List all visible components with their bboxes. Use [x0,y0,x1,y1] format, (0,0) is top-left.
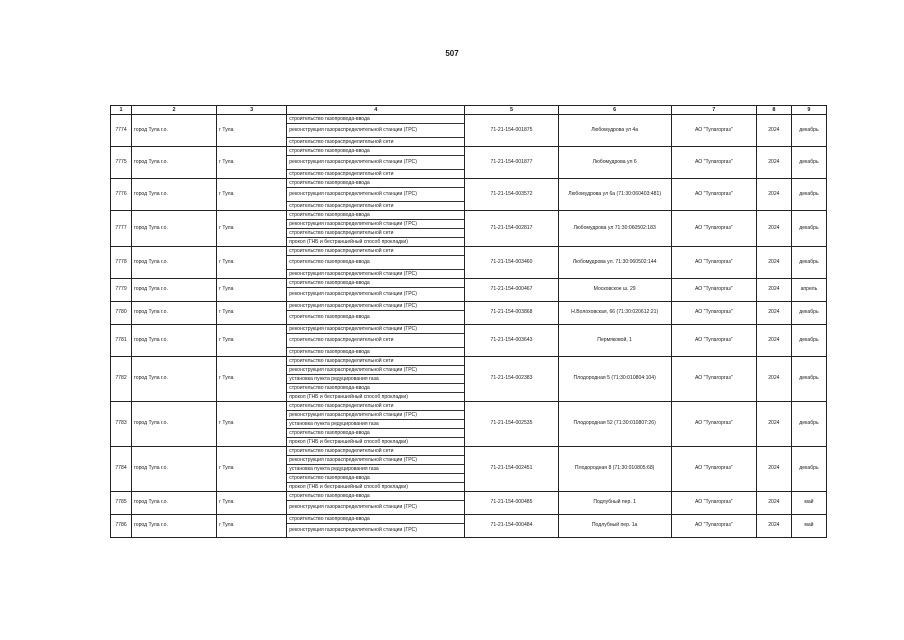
works-cell [287,211,465,247]
locality-cell: г Тула [217,402,287,447]
address-cell: Любомудрова ул 6 [558,147,671,179]
table-row [111,115,827,147]
organization-cell: АО "Тулагоргаз" [671,447,756,492]
work-item: строительство газопровода-ввода [287,179,464,188]
year-cell: 2024 [756,402,791,447]
row-number: 7775 [111,147,132,179]
organization-cell: АО "Тулагоргаз" [671,325,756,357]
object-code-cell: 71-21-154-000484 [465,515,558,538]
page-number: 507 [445,49,459,58]
object-code-cell: 71-21-154-003868 [465,302,558,325]
locality-cell: г Тула [217,325,287,357]
work-item: строительство газопровода-ввода [287,256,464,270]
month-cell: декабрь [791,115,826,147]
month-cell: апрель [791,279,826,302]
month-cell: декабрь [791,447,826,492]
organization-cell: АО "Тулагоргаз" [671,147,756,179]
work-item: строительство газораспределительной сети [287,334,464,348]
work-item: реконструкция газораспределительной станции (ГРС) [289,527,417,533]
organization-cell: АО "Тулагоргаз" [671,279,756,302]
year-cell: 2024 [756,357,791,402]
works-cell [287,515,465,538]
organization-cell: АО "Тулагоргаз" [671,115,756,147]
year-cell: 2024 [756,247,791,279]
work-item: реконструкция газораспределительной станции (ГРС) [287,325,464,334]
work-item: установка пункта редуцирования газа [287,375,464,384]
month-cell: декабрь [791,211,826,247]
address-cell: Пермяковой, 1 [558,325,671,357]
municipality-cell: город Тула г.о. [132,492,217,515]
year-cell: 2024 [756,147,791,179]
works-cell [287,402,465,447]
locality-cell: г Тула [217,447,287,492]
row-number: 7779 [111,279,132,302]
locality-cell: г Тула [217,211,287,247]
work-item: прокол (ГНБ и бестраншейный способ прокладки) [289,484,408,490]
table-row [111,211,827,247]
month-cell: декабрь [791,325,826,357]
work-item: реконструкция газораспределительной станции (ГРС) [287,156,464,170]
work-item: строительство газопровода-ввода [287,211,464,220]
object-code-cell: 71-21-154-002383 [465,357,558,402]
work-item: реконструкция газораспределительной станции (ГРС) [287,366,464,375]
work-item: строительство газопровода-ввода [287,115,464,124]
row-number: 7778 [111,247,132,279]
object-code-cell: 71-21-154-002535 [465,402,558,447]
work-item: прокол (ГНБ и бестраншейный способ прокладки) [289,439,408,445]
work-item: строительство газораспределительной сети [287,447,464,456]
work-item: строительство газораспределительной сети [287,229,464,238]
work-item: реконструкция газораспределительной станции (ГРС) [287,302,464,311]
month-cell: декабрь [791,147,826,179]
locality-cell: г Тула [217,147,287,179]
row-number: 7784 [111,447,132,492]
row-number: 7776 [111,179,132,211]
organization-cell: АО "Тулагоргаз" [671,247,756,279]
column-header: 7 [671,106,756,115]
object-code-cell: 71-21-154-003460 [465,247,558,279]
table-row [111,492,827,515]
municipality-cell: город Тула г.о. [132,402,217,447]
row-number: 7780 [111,302,132,325]
organization-cell: АО "Тулагоргаз" [671,179,756,211]
year-cell: 2024 [756,492,791,515]
locality-cell: г Тула [217,115,287,147]
column-header: 8 [756,106,791,115]
year-cell: 2024 [756,302,791,325]
month-cell: декабрь [791,179,826,211]
table-row [111,147,827,179]
municipality-cell: город Тула г.о. [132,447,217,492]
work-item: строительство газопровода-ввода [287,515,464,524]
year-cell: 2024 [756,211,791,247]
month-cell: декабрь [791,302,826,325]
object-code-cell: 71-21-154-002817 [465,211,558,247]
work-item: реконструкция газораспределительной станции (ГРС) [289,271,417,277]
municipality-cell: город Тула г.о. [132,357,217,402]
work-item: установка пункта редуцирования газа [287,420,464,429]
work-item: реконструкция газораспределительной станции (ГРС) [287,220,464,229]
year-cell: 2024 [756,515,791,538]
object-code-cell: 71-21-154-003643 [465,325,558,357]
address-cell: Любомудрова ул 6а (71:30:060403:481) [558,179,671,211]
work-item: реконструкция газораспределительной станции (ГРС) [287,188,464,202]
work-item: строительство газораспределительной сети [287,402,464,411]
row-number: 7783 [111,402,132,447]
row-number: 7777 [111,211,132,247]
works-cell [287,247,465,279]
work-item: строительство газопровода-ввода [289,349,370,355]
object-code-cell: 71-21-154-001875 [465,115,558,147]
municipality-cell: город Тула г.о. [132,325,217,357]
row-number: 7782 [111,357,132,402]
address-cell: Плодородная 52 (71:30:010807:26) [558,402,671,447]
address-cell: Подлубный пер. 1а [558,515,671,538]
municipality-cell: город Тула г.о. [132,279,217,302]
organization-cell: АО "Тулагоргаз" [671,515,756,538]
address-cell: Подлубный пер. 1 [558,492,671,515]
work-item: строительство газораспределительной сети [287,247,464,256]
work-item: реконструкция газораспределительной станции (ГРС) [289,291,417,297]
column-header: 1 [111,106,132,115]
organization-cell: АО "Тулагоргаз" [671,211,756,247]
object-code-cell: 71-21-154-001877 [465,147,558,179]
object-code-cell: 71-21-154-002451 [465,447,558,492]
table-row [111,247,827,279]
work-item: установка пункта редуцирования газа [287,465,464,474]
works-cell [287,179,465,211]
work-item: строительство газопровода-ввода [287,474,464,483]
column-header-row [111,106,827,115]
work-item: реконструкция газораспределительной станции (ГРС) [287,456,464,465]
table-row [111,357,827,402]
table-row [111,279,827,302]
row-number: 7774 [111,115,132,147]
work-item: строительство газораспределительной сети [289,139,394,145]
locality-cell: г Тула [217,179,287,211]
works-cell [287,325,465,357]
year-cell: 2024 [756,325,791,357]
organization-cell: АО "Тулагоргаз" [671,302,756,325]
table-row [111,302,827,325]
address-cell: Московское ш. 29 [558,279,671,302]
column-header: 9 [791,106,826,115]
work-item: строительство газопровода-ввода [289,314,370,320]
row-number: 7781 [111,325,132,357]
locality-cell: г Тула [217,302,287,325]
work-item: строительство газораспределительной сети [287,357,464,366]
locality-cell: г Тула [217,515,287,538]
month-cell: май [791,515,826,538]
table-row [111,402,827,447]
column-header: 2 [132,106,217,115]
work-item: строительство газораспределительной сети [289,203,394,209]
works-cell [287,115,465,147]
year-cell: 2024 [756,115,791,147]
object-code-cell: 71-21-154-000485 [465,492,558,515]
municipality-cell: город Тула г.о. [132,211,217,247]
work-item: строительство газопровода-ввода [287,279,464,288]
work-item: строительство газопровода-ввода [287,429,464,438]
table-row [111,325,827,357]
organization-cell: АО "Тулагоргаз" [671,492,756,515]
organization-cell: АО "Тулагоргаз" [671,402,756,447]
address-cell: Н.Волоховская, 66 (71:30:020612:21) [558,302,671,325]
locality-cell: г Тула [217,247,287,279]
column-header: 5 [465,106,558,115]
municipality-cell: город Тула г.о. [132,247,217,279]
table-row [111,515,827,538]
work-item: прокол (ГНБ и бестраншейный способ прокладки) [289,394,408,400]
municipality-cell: город Тула г.о. [132,147,217,179]
address-cell: Любомудрова ул. 71:30:060502:144 [558,247,671,279]
month-cell: декабрь [791,402,826,447]
table-row [111,179,827,211]
work-item: реконструкция газораспределительной станции (ГРС) [289,504,417,510]
work-item: строительство газопровода-ввода [287,147,464,156]
year-cell: 2024 [756,179,791,211]
organization-cell: АО "Тулагоргаз" [671,357,756,402]
month-cell: декабрь [791,247,826,279]
column-header: 4 [287,106,465,115]
month-cell: декабрь [791,357,826,402]
work-item: реконструкция газораспределительной станции (ГРС) [287,411,464,420]
works-cell [287,279,465,302]
address-cell: Любомудрова ул 4а [558,115,671,147]
object-code-cell: 71-21-154-003572 [465,179,558,211]
row-number: 7786 [111,515,132,538]
work-item: строительство газораспределительной сети [289,171,394,177]
column-header: 3 [217,106,287,115]
work-item: строительство газопровода-ввода [287,492,464,501]
row-number: 7785 [111,492,132,515]
address-cell: Плодородная 8 (71:30:010805:68) [558,447,671,492]
work-item: прокол (ГНБ и бестраншейный способ прокладки) [289,239,408,245]
works-cell [287,147,465,179]
municipality-cell: город Тула г.о. [132,115,217,147]
municipality-cell: город Тула г.о. [132,302,217,325]
works-cell [287,357,465,402]
locality-cell: г Тула [217,279,287,302]
month-cell: май [791,492,826,515]
locality-cell: г Тула [217,357,287,402]
works-table [110,105,827,538]
works-cell [287,492,465,515]
object-code-cell: 71-21-154-000467 [465,279,558,302]
table-row [111,447,827,492]
work-item: строительство газопровода-ввода [287,384,464,393]
municipality-cell: город Тула г.о. [132,179,217,211]
year-cell: 2024 [756,279,791,302]
work-item: реконструкция газораспределительной станции (ГРС) [287,124,464,138]
year-cell: 2024 [756,447,791,492]
column-header: 6 [558,106,671,115]
works-cell [287,302,465,325]
works-cell [287,447,465,492]
municipality-cell: город Тула г.о. [132,515,217,538]
locality-cell: г Тула [217,492,287,515]
address-cell: Плодородная 5 (71:30:010804:104) [558,357,671,402]
address-cell: Любомудрова ул 71:30:060502:183 [558,211,671,247]
table-body [111,115,827,538]
